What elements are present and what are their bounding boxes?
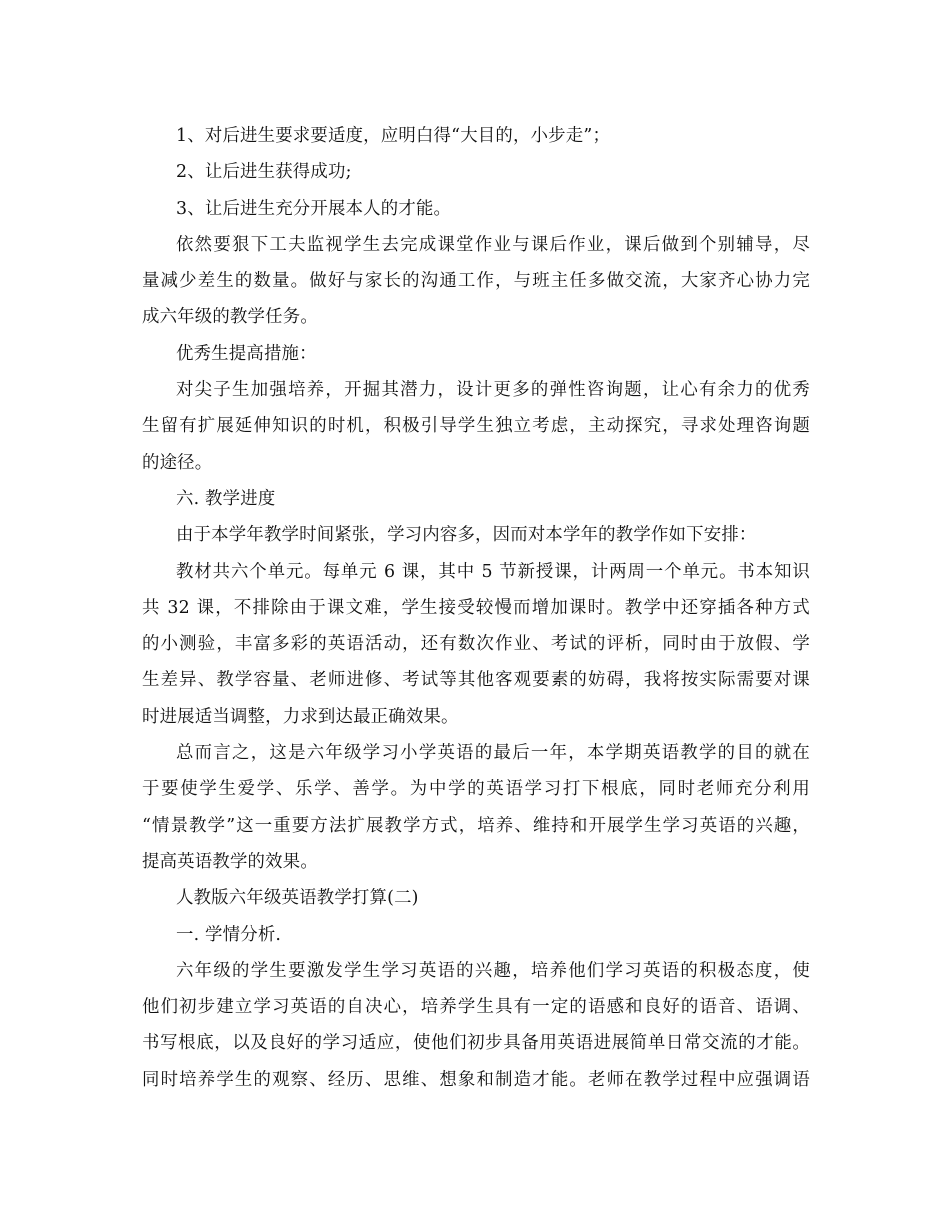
text-line: 量减少差生的数量。做好与家长的沟通工作，与班主任多做交流，大家齐心协力完 <box>142 271 810 292</box>
text-line: 教材共六个单元。每单元 6 课，其中 5 节新授课，计两周一个单元。书本知识 <box>176 561 810 582</box>
text-line: 的途径。 <box>142 452 213 473</box>
text-line: 六年级的学生要激发学生学习英语的兴趣，培养他们学习英语的积极态度，使 <box>176 960 810 981</box>
text-line: “情景教学”这一重要方法扩展教学方式，培养、维持和开展学生学习英语的兴趣， <box>142 815 810 836</box>
text-line: 时进展适当调整，力求到达最正确效果。 <box>142 706 459 727</box>
text-line: 共 32 课，不排除由于课文难，学生接受较慢而增加课时。教学中还穿插各种方式 <box>142 597 810 618</box>
document-body <box>142 118 810 1098</box>
text-line: 对尖子生加强培养，开掘其潜力，设计更多的弹性咨询题，让心有余力的优秀 <box>176 380 810 401</box>
document-subtitle: 人教版六年级英语教学打算(二) <box>176 888 419 909</box>
text-line: 的小测验，丰富多彩的英语活动，还有数次作业、考试的评析，同时由于放假、学 <box>142 634 810 655</box>
text-line: 同时培养学生的观察、经历、思维、想象和制造才能。老师在教学过程中应强调语 <box>142 1069 810 1090</box>
text-line: 2、让后进生获得成功; <box>176 162 352 183</box>
text-line: 提高英语教学的效果。 <box>142 851 318 872</box>
text-line: 成六年级的教学任务。 <box>142 307 318 328</box>
text-line: 生差异、教学容量、老师进修、考试等其他客观要素的妨碍，我将按实际需要对课 <box>142 670 810 691</box>
text-line: 他们初步建立学习英语的自决心，培养学生具有一定的语感和良好的语音、语调、 <box>142 997 810 1018</box>
text-line: 1、对后进生要求要适度，应明白得“大目的，小步走”； <box>176 126 611 146</box>
text-line: 书写根底，以及良好的学习适应，使他们初步具备用英语进展简单日常交流的才能。 <box>142 1033 810 1054</box>
section-heading: 六. 教学进度 <box>176 488 276 509</box>
section-heading: 优秀生提高措施： <box>176 343 317 364</box>
text-line: 于要使学生爱学、乐学、善学。为中学的英语学习打下根底，同时老师充分利用 <box>142 779 810 800</box>
text-line: 总而言之，这是六年级学习小学英语的最后一年，本学期英语教学的目的就在 <box>176 743 810 764</box>
text-line: 由于本学年教学时间紧张，学习内容多，因而对本学年的教学作如下安排： <box>176 525 757 546</box>
text-line: 生留有扩展延伸知识的时机，积极引导学生独立考虑，主动探究，寻求处理咨询题 <box>142 416 810 437</box>
section-heading: 一. 学情分析. <box>176 924 282 945</box>
text-line: 依然要狠下工夫监视学生去完成课堂作业与课后作业，课后做到个别辅导，尽 <box>176 234 810 255</box>
text-line: 3、让后进生充分开展本人的才能。 <box>176 198 452 219</box>
